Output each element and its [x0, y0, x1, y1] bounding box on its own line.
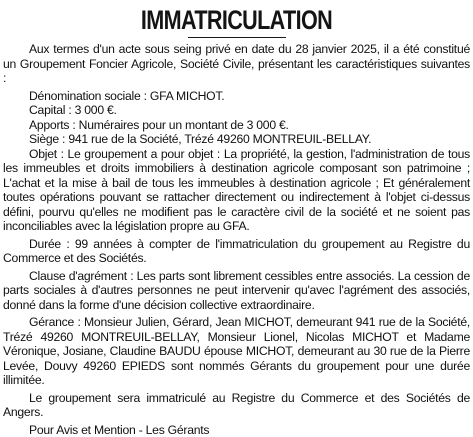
title-underline — [188, 37, 286, 38]
duree-paragraph: Durée : 99 années à compter de l'immatriculation du groupement au Registre du Commerce et des Sociétés. — [3, 237, 470, 266]
signature-line: Pour Avis et Mention - Les Gérants — [3, 423, 470, 437]
apports-line: Apports : Numéraires pour un montant de 3 000 €. — [3, 118, 470, 133]
notice-title: IMMATRICULATION — [50, 6, 424, 34]
notice-body — [3, 42, 470, 437]
registre-paragraph: Le groupement sera immatriculé au Registre du Commerce et des Sociétés de Angers. — [3, 391, 470, 420]
intro-paragraph: Aux termes d'un acte sous seing privé en date du 28 janvier 2025, il a été constitué un Groupement Foncier Agricole, Société Civile, présentant les caractéristiques suivantes : — [3, 42, 470, 86]
denomination-line: Dénomination sociale : GFA MICHOT. — [3, 89, 470, 104]
capital-line: Capital : 3 000 €. — [3, 103, 470, 118]
gerance-paragraph: Gérance : Monsieur Julien, Gérard, Jean MICHOT, demeurant 941 rue de la Société, Trézé 49260 MONTREUIL-BELLAY, Monsieur Lionel, Nicolas MICHOT et Madame Véronique, Josiane, Claudine BAUDU épouse MICHOT, demeurant au 30 rue de la Pierre Levée, Douvy 49260 EPIEDS sont nommés Gérants du groupement pour une durée illimitée. — [3, 315, 470, 388]
objet-paragraph: Objet : Le groupement a pour objet : La propriété, la gestion, l'administration de tous les immeubles et droits immobiliers à destination agricole composant son patrimoine ; L'achat et la mise à bail de tous les immeubles à destination agricole ; Et généralement toutes opérations pouvant se rattacher directement ou indirectement à l'objet ci-dessus défini, pourvu qu'elles ne modifient pas le caractère civil de la société et ne soient pas inconciliables avec la législation propre au GFA. — [3, 147, 470, 234]
agrement-paragraph: Clause d'agrément : Les parts sont librement cessibles entre associés. La cession de parts sociales à d'autres personnes ne peut intervenir qu'avec l'agrément des associés, donné dans la forme d'une décision collective extraordinaire. — [3, 269, 470, 313]
siege-line: Siège : 941 rue de la Société, Trézé 49260 MONTREUIL-BELLAY. — [3, 132, 470, 147]
